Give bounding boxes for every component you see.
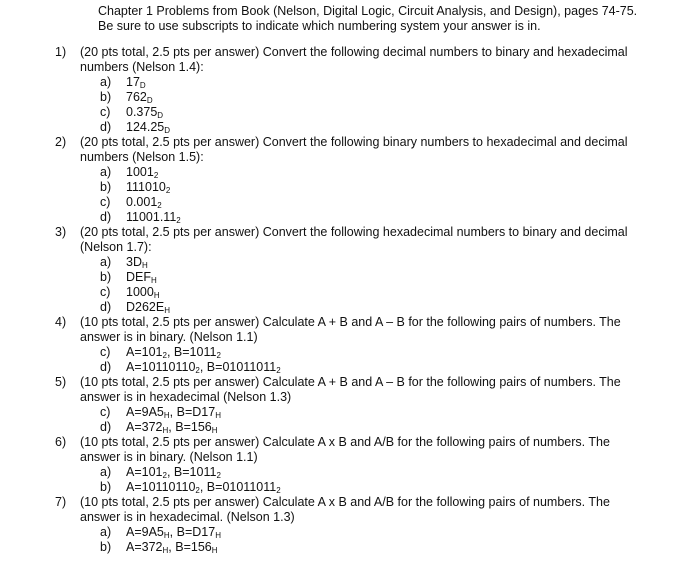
question-number: 2): [55, 135, 67, 149]
operand-b-subscript: 2: [216, 351, 221, 360]
item-label: c): [100, 195, 111, 209]
item-subscript: H: [141, 261, 148, 270]
operand-a-subscript: 2: [195, 366, 200, 375]
question-number: 6): [55, 435, 67, 449]
item-subscript: 2: [153, 171, 159, 180]
item-label: c): [100, 405, 111, 419]
operand-b: 156: [190, 540, 212, 554]
question-text-line-2: answer is in binary. (Nelson 1.1): [80, 450, 258, 464]
question-text-line-1: (20 pts total, 2.5 pts per answer) Convert the following binary numbers to hexadecimal and decimal: [80, 135, 628, 149]
operand-b-subscript: H: [215, 531, 221, 540]
item-subscript: D: [139, 81, 146, 90]
operand-b: 1011: [189, 345, 217, 359]
operand-a: 372: [141, 420, 163, 434]
question-text-line-2: numbers (Nelson 1.5):: [80, 150, 204, 164]
item-label: b): [100, 180, 112, 194]
list-item: [100, 270, 157, 285]
operand-a: 372: [141, 540, 163, 554]
item-label: b): [100, 90, 112, 104]
list-item: [100, 120, 170, 135]
item-subscript: H: [153, 291, 160, 300]
question-text-line-2: answer is in hexadecimal. (Nelson 1.3): [80, 510, 295, 524]
question-text-line-2: answer is in hexadecimal (Nelson 1.3): [80, 390, 292, 404]
operand-a: 9A5: [141, 525, 164, 539]
item-subscript: H: [151, 276, 157, 285]
operand-b: D17: [192, 525, 216, 539]
item-label: a): [100, 465, 112, 479]
operand-b-subscript: H: [211, 546, 218, 555]
item-value: 1000: [126, 285, 154, 299]
item-subscript: 2: [176, 216, 181, 225]
item-subscript: 2: [157, 201, 162, 210]
operand-a: 9A5: [141, 405, 164, 419]
list-item: a) $A=101_2$, $B=1011_2$: [100, 465, 221, 480]
operand-a-subscript: 2: [195, 486, 200, 495]
list-item: b) $A=372_H$, $B=156_H$: [100, 540, 218, 555]
item-value: 17: [126, 75, 140, 89]
operand-b: 1011: [189, 465, 217, 479]
operand-a: 10110110: [141, 480, 196, 494]
question-text-line-1: (10 pts total, 2.5 pts per answer) Calculate A x B and A/B for the following pairs of numbers. The: [80, 495, 610, 509]
operand-a-subscript: H: [163, 531, 170, 540]
question-number: 4): [55, 315, 67, 329]
operand-a-subscript: H: [162, 546, 169, 555]
operand-a: 101: [141, 465, 163, 479]
list-item: d) $A=372_H$, $B=156_H$: [100, 420, 218, 435]
item-label: a): [100, 75, 112, 89]
item-label: c): [100, 345, 111, 359]
item-label: d): [100, 120, 112, 134]
operand-b-subscript: H: [215, 411, 221, 420]
list-item: [100, 285, 160, 300]
item-value: 1001: [126, 165, 154, 179]
operand-b: D17: [192, 405, 216, 419]
item-value: 111010: [126, 180, 166, 194]
header-line-1: Chapter 1 Problems from Book (Nelson, Digital Logic, Circuit Analysis, and Design), pages 74-75.: [98, 4, 638, 18]
list-item: c) $A=9A5_H$, $B=D17_H$: [100, 405, 221, 420]
item-label: a): [100, 165, 112, 179]
list-item: a) $A=9A5_H$, $B=D17_H$: [100, 525, 221, 540]
list-item: [100, 255, 148, 270]
item-label: d): [100, 210, 112, 224]
item-value: DEF: [126, 270, 151, 284]
operand-a: 10110110: [141, 360, 196, 374]
operand-b-subscript: 2: [216, 471, 221, 480]
question-text-line-1: (10 pts total, 2.5 pts per answer) Calculate A + B and A – B for the following pairs of numbers. The: [80, 315, 621, 329]
operand-b-subscript: 2: [276, 366, 281, 375]
operand-b: 156: [190, 420, 212, 434]
item-label: d): [100, 300, 112, 314]
operand-a-subscript: 2: [162, 351, 167, 360]
operand-a-subscript: 2: [162, 471, 167, 480]
list-item: d) $A=10110110_2$, $B=01011011_2$: [100, 360, 281, 375]
item-label: b): [100, 270, 112, 284]
question-number: 7): [55, 495, 67, 509]
list-item: [100, 300, 170, 315]
item-value: 11001.11: [126, 210, 177, 224]
header-line-2: Be sure to use subscripts to indicate which numbering system your answer is in.: [98, 19, 541, 33]
item-label: d): [100, 420, 112, 434]
item-subscript: D: [164, 126, 171, 135]
operand-b: 01011011: [222, 480, 277, 494]
item-label: a): [100, 255, 112, 269]
question-number: 1): [55, 45, 67, 59]
list-item: b) $A=10110110_2$, $B=01011011_2$: [100, 480, 281, 495]
operand-b: 01011011: [222, 360, 277, 374]
item-label: c): [100, 105, 111, 119]
item-subscript: D: [146, 96, 153, 105]
item-value: 3D: [126, 255, 142, 269]
item-label: a): [100, 525, 112, 539]
question-text-line-2: (Nelson 1.7):: [80, 240, 152, 254]
list-item: [100, 180, 170, 195]
item-value: 0.001: [126, 195, 158, 209]
item-value: 124.25: [126, 120, 165, 134]
item-value: 0.375: [126, 105, 158, 119]
item-subscript: 2: [165, 186, 171, 195]
item-subscript: D: [157, 111, 164, 120]
question-text-line-1: (10 pts total, 2.5 pts per answer) Calculate A + B and A – B for the following pairs of numbers. The: [80, 375, 621, 389]
list-item: c) $A=101_2$, $B=1011_2$: [100, 345, 221, 360]
item-label: b): [100, 480, 112, 494]
operand-a: 101: [141, 345, 163, 359]
question-text-line-1: (10 pts total, 2.5 pts per answer) Calculate A x B and A/B for the following pairs of numbers. The: [80, 435, 610, 449]
question-text-line-2: answer is in binary. (Nelson 1.1): [80, 330, 258, 344]
operand-a-subscript: H: [163, 411, 170, 420]
list-item: [100, 75, 146, 90]
item-label: d): [100, 360, 112, 374]
list-item: [100, 210, 181, 225]
item-label: c): [100, 285, 111, 299]
question-number: 5): [55, 375, 67, 389]
operand-b-subscript: H: [211, 426, 218, 435]
item-label: b): [100, 540, 112, 554]
operand-b-subscript: 2: [276, 486, 281, 495]
question-text-line-1: (20 pts total, 2.5 pts per answer) Convert the following decimal numbers to binary and hexadecimal: [80, 45, 628, 59]
list-item: [100, 195, 162, 210]
question-number: 3): [55, 225, 67, 239]
list-item: [100, 90, 153, 105]
item-value: 762: [126, 90, 147, 104]
list-item: [100, 165, 158, 180]
list-item: [100, 105, 163, 120]
item-value: D262E: [126, 300, 165, 314]
item-subscript: H: [164, 306, 171, 315]
question-text-line-2: numbers (Nelson 1.4):: [80, 60, 204, 74]
operand-a-subscript: H: [162, 426, 169, 435]
question-text-line-1: (20 pts total, 2.5 pts per answer) Convert the following hexadecimal numbers to binary and decimal: [80, 225, 628, 239]
